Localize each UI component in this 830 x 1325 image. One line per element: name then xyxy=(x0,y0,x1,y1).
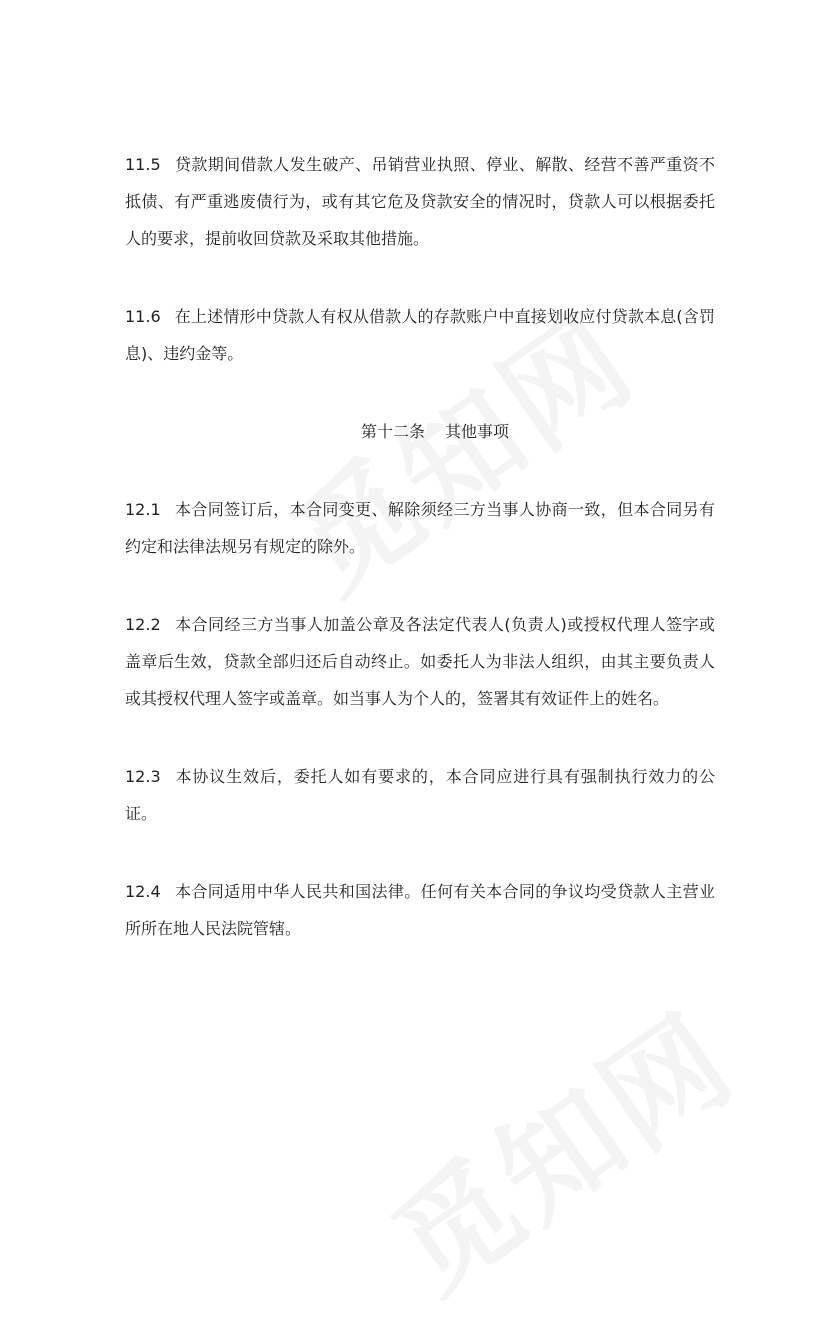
clause-text: 本合同经三方当事人加盖公章及各法定代表人(负责人)或授权代理人签字或盖章后生效，贷款全部归还后自动终止。如委托人为非法人组织，由其主要负责人或其授权代理人签字或盖章。如当事人为个人的，签署其有效证件上的姓名。 xyxy=(125,615,715,708)
clause-number: 12.1 xyxy=(125,500,161,519)
watermark xyxy=(355,967,763,1325)
clause-text: 本协议生效后，委托人如有要求的，本合同应进行具有强制执行效力的公证。 xyxy=(125,767,715,823)
clause-text: 在上述情形中贷款人有权从借款人的存款账户中直接划收应付贷款本息(含罚息)、违约金等。 xyxy=(125,307,715,363)
article-label: 第十二条 xyxy=(360,422,425,441)
clause-number: 11.6 xyxy=(125,307,161,326)
clause-11-6 xyxy=(125,298,715,372)
clause-12-1 xyxy=(125,491,715,565)
clause-number: 11.5 xyxy=(125,155,161,174)
clause-text: 贷款期间借款人发生破产、吊销营业执照、停业、解散、经营不善严重资不抵债、有严重逃废债行为，或有其它危及贷款安全的情况时，贷款人可以根据委托人的要求，提前收回贷款及采取其他措施。 xyxy=(125,155,715,248)
document-body xyxy=(125,146,715,988)
article-heading xyxy=(125,413,715,450)
article-title: 其他事项 xyxy=(445,422,510,441)
clause-12-4 xyxy=(125,873,715,947)
clause-text: 本合同签订后，本合同变更、解除须经三方当事人协商一致，但本合同另有约定和法律法规另有规定的除外。 xyxy=(125,500,715,556)
clause-12-3 xyxy=(125,758,715,832)
clause-number: 12.3 xyxy=(125,767,161,786)
clause-number: 12.4 xyxy=(125,882,161,901)
clause-number: 12.2 xyxy=(125,615,161,634)
clause-12-2 xyxy=(125,606,715,717)
clause-11-5 xyxy=(125,146,715,257)
clause-text: 本合同适用中华人民共和国法律。任何有关本合同的争议均受贷款人主营业所所在地人民法院管辖。 xyxy=(125,882,715,938)
